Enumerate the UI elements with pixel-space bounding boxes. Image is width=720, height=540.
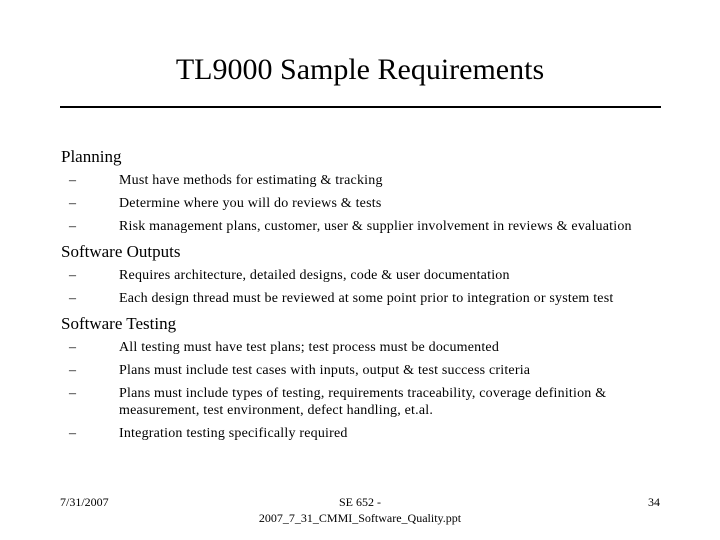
section-planning — [61, 146, 661, 235]
bullet-text: All testing must have test plans; test process must be documented — [119, 340, 500, 355]
dash-bullet-icon: – — [69, 386, 77, 401]
section-heading: Software Outputs — [61, 242, 181, 261]
footer-course-line1: SE 652 - — [339, 495, 381, 509]
footer-date: 7/31/2007 — [60, 495, 109, 509]
bullet-item — [61, 172, 661, 189]
bullet-list — [61, 172, 661, 235]
footer-course — [210, 494, 510, 526]
bullet-text: Risk management plans, customer, user & supplier involvement in reviews & evaluation — [119, 219, 632, 234]
bullet-list — [61, 267, 661, 307]
dash-bullet-icon: – — [69, 268, 77, 283]
dash-bullet-icon: – — [69, 219, 77, 234]
footer-course-line2: 2007_7_31_CMMI_Software_Quality.ppt — [258, 511, 462, 525]
bullet-text: Requires architecture, detailed designs, code & user documentation — [119, 268, 510, 283]
bullet-list — [61, 339, 661, 442]
bullet-item — [61, 267, 661, 284]
section-software-testing — [61, 313, 661, 442]
bullet-item — [61, 339, 661, 356]
dash-bullet-icon: – — [69, 196, 77, 211]
slide-body — [61, 146, 661, 448]
slide-title: TL9000 Sample Requirements — [175, 53, 545, 86]
bullet-item — [61, 385, 661, 419]
section-software-outputs — [61, 241, 661, 307]
footer-page-number: 34 — [648, 495, 660, 509]
dash-bullet-icon: – — [69, 340, 77, 355]
bullet-item — [61, 362, 661, 379]
bullet-item — [61, 425, 661, 442]
dash-bullet-icon: – — [69, 426, 77, 441]
section-heading: Software Testing — [61, 314, 177, 333]
dash-bullet-icon: – — [69, 291, 77, 306]
bullet-text: Integration testing specifically required — [119, 426, 348, 441]
dash-bullet-icon: – — [69, 363, 77, 378]
bullet-text: Determine where you will do reviews & tests — [119, 196, 382, 211]
dash-bullet-icon: – — [69, 173, 77, 188]
section-heading: Planning — [61, 147, 122, 166]
bullet-item — [61, 195, 661, 212]
title-divider — [60, 106, 661, 108]
bullet-text: Must have methods for estimating & tracking — [119, 173, 383, 188]
bullet-item — [61, 218, 661, 235]
bullet-item — [61, 290, 661, 307]
bullet-text: Plans must include test cases with inputs, output & test success criteria — [119, 363, 531, 378]
bullet-text: Each design thread must be reviewed at some point prior to integration or system test — [119, 291, 614, 306]
bullet-text: Plans must include types of testing, requirements traceability, coverage definition & measurement, test environment, defect handling, et.al. — [119, 386, 607, 418]
